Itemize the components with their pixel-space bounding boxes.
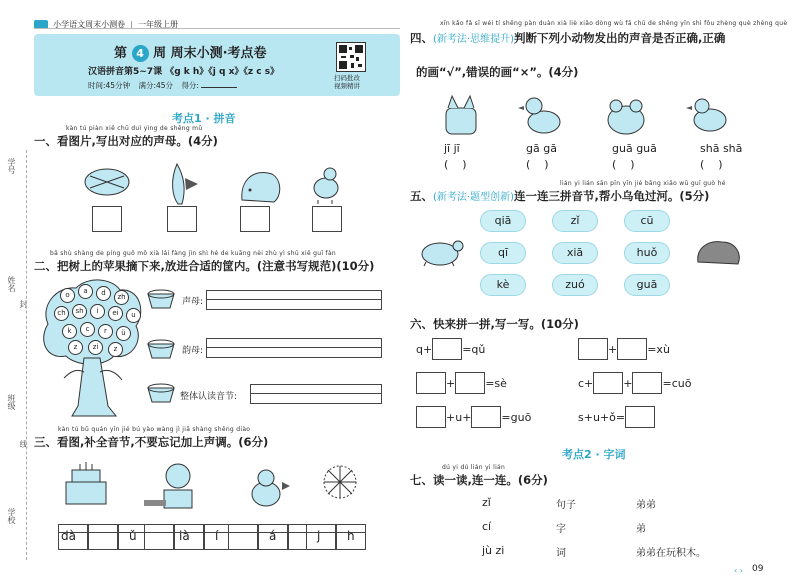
apple[interactable]: z: [68, 340, 83, 355]
q7-col3-3[interactable]: 弟弟在玩积木。: [636, 548, 706, 559]
apple[interactable]: r: [98, 324, 113, 339]
basket-label-finals: 韵母:: [182, 346, 204, 356]
q7-col3-2[interactable]: 弟: [636, 524, 646, 535]
q6-eq-2: + =xù: [578, 338, 670, 360]
q3-text: 三、看图,补全音节,不要忘记加上声调。(6分): [34, 435, 269, 449]
q6-blank[interactable]: [455, 372, 485, 394]
q6-blank[interactable]: [578, 338, 608, 360]
q1-text: 一、看图片,写出对应的声母。(4分): [34, 134, 218, 148]
week-number: 4: [132, 45, 149, 62]
syllable-stone-5[interactable]: xiā: [552, 242, 598, 264]
header-rule: [34, 28, 400, 29]
binding-line: [26, 150, 27, 560]
apple[interactable]: c: [80, 322, 95, 337]
apple[interactable]: ei: [108, 306, 123, 321]
side-seal: 封: [19, 300, 28, 308]
q1-answer-2[interactable]: [167, 206, 197, 232]
q6-blank[interactable]: [416, 406, 446, 428]
syllable-stone-1[interactable]: qiā: [480, 210, 526, 232]
q2-text: 二、把树上的苹果摘下来,放进合适的筐内。(注意书写规范)(10分): [34, 259, 375, 273]
cake-icon: [66, 462, 106, 504]
banner-title: 第 4 周 周末小测·考点卷: [114, 46, 267, 61]
q7-col2-2[interactable]: 字: [556, 524, 566, 535]
basket-icon: [146, 286, 176, 310]
basket-label-whole: 整体认读音节:: [180, 392, 238, 402]
sound-3: guā guā: [612, 142, 657, 155]
q3-item-3[interactable]: á: [228, 524, 318, 550]
sound-4: shā shā: [700, 142, 743, 155]
q7-col2-1[interactable]: 句子: [556, 500, 576, 511]
banner-subtitle: 汉语拼音第5~7课 《g k h》《j q x》《z c s》: [88, 67, 280, 77]
section-2-label: 考点2 · 字词: [562, 448, 626, 461]
page-number: 09: [752, 564, 764, 574]
basket-answer-finals[interactable]: [206, 338, 382, 358]
apple[interactable]: k: [62, 324, 77, 339]
q3-item-4[interactable]: j h: [306, 524, 366, 550]
page-arrows: ‹ ›: [734, 566, 743, 575]
q4-text-2: 的画“√”,错误的画“×”。(4分): [416, 65, 579, 79]
q6-eq-5: +u+ =guō: [416, 406, 531, 428]
q5-pinyin: lián yi lián sān pīn yīn jié bāng xiǎo wū guī guò hé: [560, 180, 726, 187]
chicken-icon: [314, 168, 338, 204]
apple[interactable]: sh: [72, 304, 87, 319]
banner-meta: 时间:45分钟 满分:45分 得分:: [88, 80, 237, 91]
q2-pinyin: bǎ shù shàng de píng guǒ mō xià lái fàng jìn shì hé de kuāng nèi zhù yì shū xiě guī fàn: [50, 250, 337, 257]
q6-eq-1: q+ =qǔ: [416, 338, 485, 360]
q6-eq-6: s+u+ǒ=: [578, 406, 655, 428]
side-student-id: 学号: [7, 158, 16, 174]
apple[interactable]: ch: [54, 306, 69, 321]
syllable-stone-8[interactable]: zuó: [552, 274, 598, 296]
basket-icon: [146, 336, 176, 360]
side-line: 线: [19, 440, 28, 448]
q6-eq-3: + =sè: [416, 372, 507, 394]
drum-icon: [85, 169, 129, 195]
apple[interactable]: u: [126, 308, 141, 323]
q1-answer-3[interactable]: [240, 206, 270, 232]
answer-bracket-2[interactable]: ( ): [526, 158, 549, 171]
series-name: 小学语文周末小测卷: [53, 20, 126, 29]
duck-icon: [518, 98, 560, 133]
q6-blank[interactable]: [432, 338, 462, 360]
syllable-stone-3[interactable]: cū: [624, 210, 670, 232]
frog-icon: [608, 100, 644, 134]
qr-code[interactable]: [336, 42, 366, 72]
q5-text: 五、(新考法·题型创新)连一连三拼音节,帮小乌龟过河。(5分): [410, 189, 710, 203]
apple[interactable]: i: [90, 304, 105, 319]
grade-label: 一年级上册: [137, 20, 178, 29]
side-name: 姓名: [7, 276, 16, 292]
q1-pinyin: kàn tú piàn xiě chū duì yìng de shēng mǔ: [66, 125, 203, 132]
q3-item-1[interactable]: dà ǔ: [58, 524, 148, 550]
hedgehog-icon: [242, 172, 280, 202]
q7-col1-2[interactable]: cí: [482, 520, 492, 533]
q6-blank[interactable]: [617, 338, 647, 360]
q3-pinyin: kàn tú bǔ quán yīn jié bú yào wàng jì jiā shàng shēng diào: [58, 426, 251, 433]
q6-eq-4: c+ + =cuō: [578, 372, 691, 394]
header: 小学语文周末小测卷 | 一年级上册: [34, 14, 178, 33]
basket-answer-whole[interactable]: [250, 384, 382, 404]
chick-icon: [252, 470, 290, 506]
rock-icon: [694, 236, 744, 270]
chrysanthemum-icon: [324, 466, 356, 498]
sound-2: gā gā: [526, 142, 557, 155]
q4-text: 四、(新考法·思维提升)判断下列小动物发出的声音是否正确,正确: [410, 31, 726, 45]
syllable-stone-6[interactable]: huǒ: [624, 242, 670, 264]
bird-feather-icon: [173, 164, 198, 204]
q1-answer-1[interactable]: [92, 206, 122, 232]
q7-col3-1[interactable]: 弟弟: [636, 500, 656, 511]
side-school: 学校: [7, 508, 16, 524]
q6-blank[interactable]: [593, 372, 623, 394]
syllable-stone-7[interactable]: kè: [480, 274, 526, 296]
section-1-label: 考点1 · 拼音: [172, 112, 236, 125]
bear-typing-icon: [144, 464, 192, 508]
qr-caption: 扫码批改 视频精讲: [334, 74, 360, 90]
basket-icon: [146, 380, 176, 404]
apple[interactable]: d: [96, 286, 111, 301]
q7-pinyin: dú yi dú lián yi lián: [442, 464, 506, 471]
q3-item-2[interactable]: ià í: [144, 524, 234, 550]
q7-col1-3[interactable]: jù zi: [482, 544, 505, 557]
q4-animals: [440, 92, 760, 138]
side-class: 班级: [7, 394, 16, 410]
q6-blank[interactable]: [416, 372, 446, 394]
answer-bracket-3[interactable]: ( ): [612, 158, 635, 171]
apple[interactable]: z: [108, 342, 123, 357]
q4-pinyin: xīn kǎo fǎ sī wéi tí shēng pàn duàn xià liè xiǎo dòng wù fā chū de shēng yīn shì fǒu zhèng què zhèng què: [440, 20, 788, 27]
q7-text: 七、读一读,连一连。(6分): [410, 473, 548, 487]
syllable-stone-2[interactable]: zǐ: [552, 210, 598, 232]
q6-text: 六、快来拼一拼,写一写。(10分): [410, 317, 579, 331]
answer-bracket-4[interactable]: ( ): [700, 158, 723, 171]
apple[interactable]: ü: [116, 326, 131, 341]
turtle-icon: [418, 234, 464, 268]
title-banner: [34, 34, 400, 96]
apple[interactable]: zi: [88, 340, 103, 355]
apple[interactable]: zh: [114, 290, 129, 305]
q7-col1-1[interactable]: zǐ: [482, 496, 491, 509]
q1-pictures: [82, 160, 382, 206]
basket-answer-initials[interactable]: [206, 290, 382, 310]
syllable-stone-9[interactable]: guā: [624, 274, 670, 296]
q3-pictures: [60, 460, 390, 512]
syllable-stone-4[interactable]: qī: [480, 242, 526, 264]
q7-col2-3[interactable]: 词: [556, 548, 566, 559]
q6-blank[interactable]: [625, 406, 655, 428]
apple-cluster: [54, 284, 134, 356]
apple[interactable]: o: [60, 288, 75, 303]
bird-icon: [686, 99, 726, 131]
q6-blank[interactable]: [471, 406, 501, 428]
basket-label-initials: 声母:: [182, 297, 204, 307]
cat-icon: [446, 96, 476, 134]
answer-bracket-1[interactable]: ( ): [444, 158, 467, 171]
q6-blank[interactable]: [632, 372, 662, 394]
sound-1: jī jī: [444, 142, 460, 155]
q1-answer-4[interactable]: [312, 206, 342, 232]
apple[interactable]: a: [78, 284, 93, 299]
